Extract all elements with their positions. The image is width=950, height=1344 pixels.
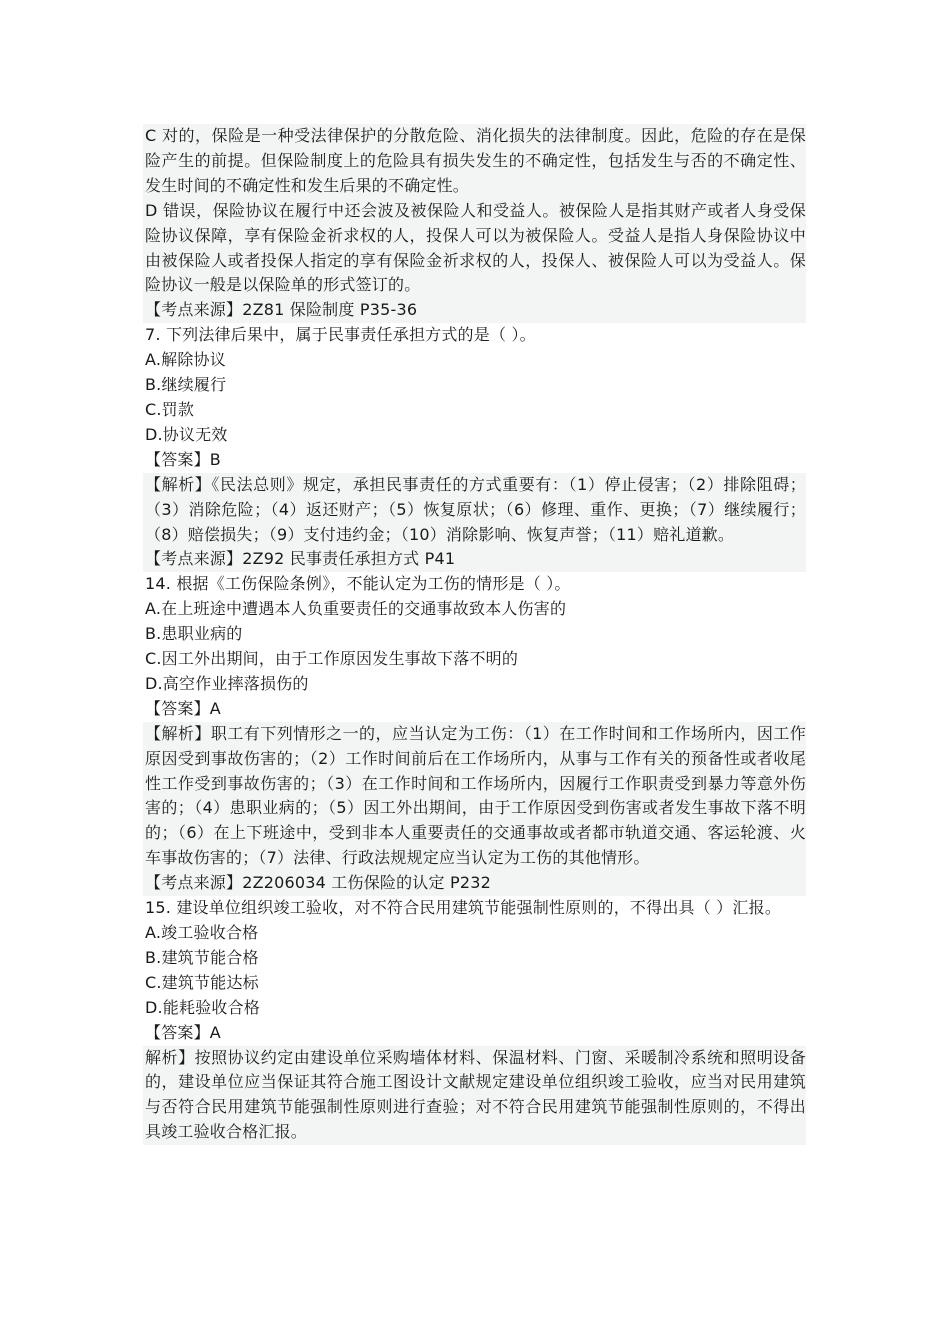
question-14 [143, 572, 806, 597]
question-15 [143, 896, 806, 921]
option-b [143, 622, 806, 647]
paragraph: 【考点来源】2Z206034 工伤保险的认定 P232 [145, 873, 491, 893]
answer-text: 【答案】A [145, 698, 221, 718]
question-text: 15. 建设单位组织竣工验收，对不符合民用建筑节能强制性原则的，不得出具（ ）汇报。 [145, 898, 782, 918]
paragraph: 【解析】《民法总则》规定，承担民事责任的方式重要有：（1）停止侵害；（2）排除阻碍；（3）消除危险；（4）返还财产；（5）恢复原状；（6）修理、重作、更换；（7）继续履行；（8）赔偿损失；（9）支付违约金；（10）消除影响、恢复声誉；（11）赔礼道歉。 [145, 474, 806, 544]
option-c [143, 971, 806, 996]
option-text: B.建筑节能合格 [145, 947, 259, 967]
option-b [143, 373, 806, 398]
analysis-block [143, 1046, 806, 1146]
paragraph: 【考点来源】2Z81 保险制度 P35-36 [145, 300, 418, 320]
answer [143, 697, 806, 722]
option-a [143, 597, 806, 622]
paragraph: 【考点来源】2Z92 民事责任承担方式 P41 [145, 549, 456, 569]
question-text: 14. 根据《工伤保险条例》，不能认定为工伤的情形是（ ）。 [145, 574, 571, 594]
option-text: D.协议无效 [145, 424, 228, 444]
option-text: D.能耗验收合格 [145, 997, 261, 1017]
answer-text: 【答案】B [145, 449, 221, 469]
option-d [143, 672, 806, 697]
option-c [143, 398, 806, 423]
explanation-block-d [143, 199, 806, 299]
answer [143, 1021, 806, 1046]
paragraph: C 对的，保险是一种受法律保护的分散危险、消化损失的法律制度。因此，危险的存在是保险产生的前提。但保险制度上的危险具有损失发生的不确定性，包括发生与否的不确定性、发生时间的不确定性和发生后果的不确定性。 [145, 126, 806, 195]
paragraph: D 错误，保险协议在履行中还会波及被保险人和受益人。被保险人是指其财产或者人身受保险协议保障，享有保险金祈求权的人，投保人可以为被保险人。受益人是指人身保险协议中由被保险人或者投保人指定的享有保险金祈求权的人，投保人、被保险人可以为受益人。保险协议一般是以保险单的形式签订的。 [145, 200, 806, 295]
option-a [143, 348, 806, 373]
option-text: A.解除协议 [145, 350, 226, 370]
paragraph: 【解析】职工有下列情形之一的，应当认定为工伤：（1）在工作时间和工作场所内，因工作原因受到事故伤害的；（2）工作时间前后在工作场所内，从事与工作有关的预备性或者收尾性工作受到事故伤害的；（3）在工作时间和工作场所内，因履行工作职责受到暴力等意外伤害的；（4）患职业病的；（5）因工外出期间，由于工作原因受到伤害或者发生事故下落不明的；（6）在上下班途中，受到非本人重要责任的交通事故或者都市轨道交通、客运轮渡、火车事故伤害的；（7）法律、行政法规规定应当认定为工伤的其他情形。 [145, 723, 806, 868]
explanation-block-c [143, 124, 806, 199]
option-text: C.因工外出期间，由于工作原因发生事故下落不明的 [145, 649, 519, 669]
option-text: B.患职业病的 [145, 624, 243, 644]
document-page [143, 124, 806, 1145]
option-text: A.竣工验收合格 [145, 923, 259, 942]
answer-text: 【答案】A [145, 1022, 221, 1042]
option-text: A.在上班途中遭遇本人负重要责任的交通事故致本人伤害的 [145, 599, 567, 619]
answer [143, 448, 806, 473]
option-text: B.继续履行 [145, 375, 227, 395]
option-text: C.建筑节能达标 [145, 972, 259, 992]
option-d [143, 996, 806, 1021]
option-b [143, 946, 806, 971]
analysis-block [143, 722, 806, 871]
question-7 [143, 323, 806, 348]
question-text: 7. 下列法律后果中，属于民事责任承担方式的是（ ）。 [145, 325, 536, 345]
source-note [143, 298, 806, 323]
source-note [143, 547, 806, 572]
analysis-block [143, 473, 806, 548]
option-a [143, 921, 806, 946]
source-note [143, 871, 806, 896]
option-d [143, 423, 806, 448]
option-c [143, 647, 806, 672]
option-text: D.高空作业摔落损伤的 [145, 673, 309, 693]
option-text: C.罚款 [145, 399, 195, 419]
paragraph: 解析】按照协议约定由建设单位采购墙体材料、保温材料、门窗、采暖制冷系统和照明设备的，建设单位应当保证其符合施工图设计文献规定建设单位组织竣工验收，应当对民用建筑与否符合民用建筑节能强制性原则进行查验；对不符合民用建筑节能强制性原则的，不得出具竣工验收合格汇报。 [145, 1047, 806, 1142]
